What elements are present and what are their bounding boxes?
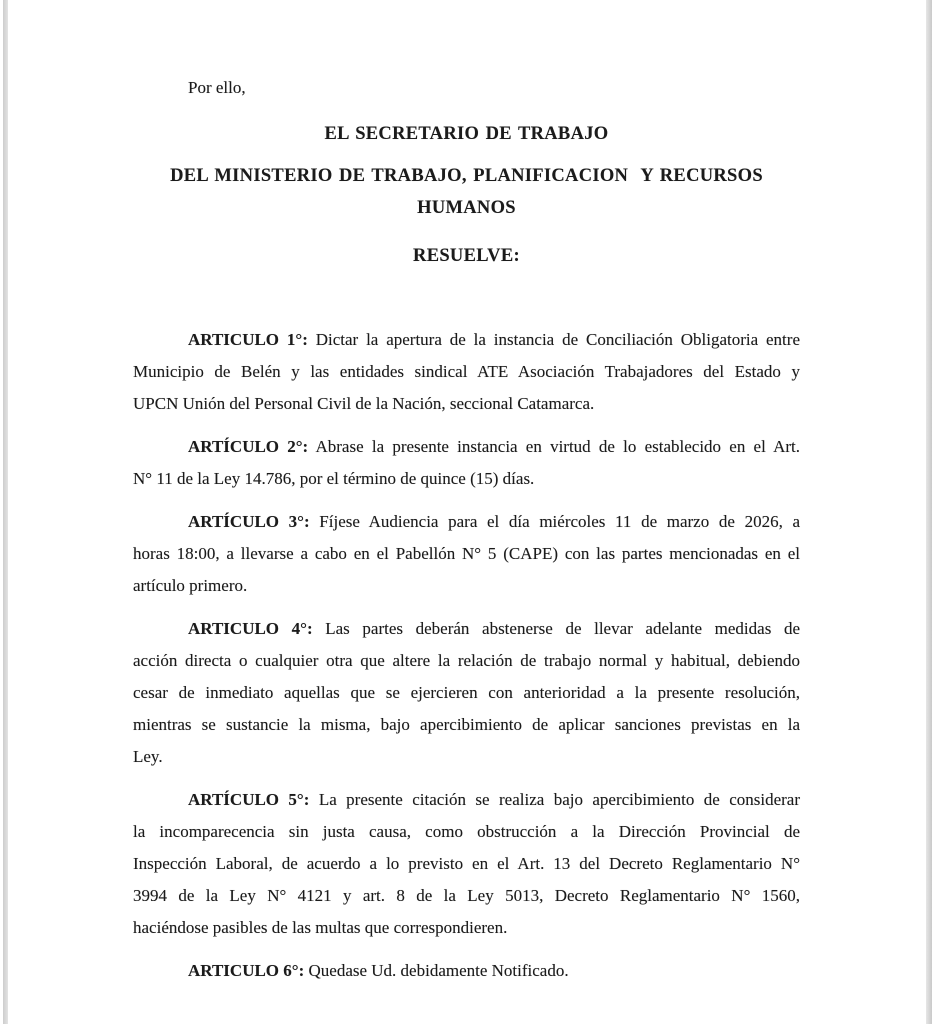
article-1-text: Dictar la apertura de la instancia de Conciliación Obligatoria entre (315, 330, 800, 349)
article-3-paragraph (133, 506, 800, 602)
article-4-line: cesar de inmediato aquellas que se ejercieren con anterioridad a la presente resolución, (133, 683, 800, 702)
article-1-line: UPCN Unión del Personal Civil de la Nación, seccional Catamarca. (133, 394, 595, 413)
article-6-paragraph (133, 955, 800, 987)
scan-edge-left (3, 0, 8, 1024)
article-6-line (133, 955, 800, 987)
article-5-line: 3994 de la Ley N° 4121 y art. 8 de la Ley 5013, Decreto Reglamentario N° 1560, (133, 886, 800, 905)
article-4-paragraph (133, 613, 800, 773)
article-2-paragraph (133, 431, 800, 495)
article-1-line (133, 324, 800, 356)
article-4-text: Las partes deberán abstenerse de llevar adelante medidas de (325, 619, 800, 638)
article-6-text: Quedase Ud. debidamente Notificado. (308, 961, 569, 980)
article-1-paragraph (133, 324, 800, 420)
heading-secretario: EL SECRETARIO DE TRABAJO (324, 124, 609, 144)
article-2-line: N° 11 de la Ley 14.786, por el término de quince (15) días. (133, 469, 535, 488)
article-4-line: acción directa o cualquier otra que altere la relación de trabajo normal y habitual, debiendo (133, 651, 800, 670)
article-1-line: Municipio de Belén y las entidades sindical ATE Asociación Trabajadores del Estado y (133, 362, 800, 381)
article-4-line: mientras se sustancie la misma, bajo apercibimiento de aplicar sanciones previstas en la (133, 715, 800, 734)
intro-text: Por ello, (188, 78, 246, 97)
article-2-text: Abrase la presente instancia en virtud de lo establecido en el Art. (315, 437, 800, 456)
article-5-line (133, 784, 800, 816)
article-3-text: Fíjese Audiencia para el día miércoles 11 de marzo de 2026, a (319, 512, 801, 531)
article-1-label: ARTICULO 1°: (188, 330, 308, 349)
article-6-label: ARTICULO 6°: (188, 961, 305, 980)
article-5-line: Inspección Laboral, de acuerdo a lo previsto en el Art. 13 del Decreto Reglamentario N° (133, 854, 800, 873)
article-4-line (133, 613, 800, 645)
article-5-paragraph (133, 784, 800, 944)
article-5-line: haciéndose pasibles de las multas que correspondieren. (133, 918, 508, 937)
article-2-label: ARTÍCULO 2°: (188, 437, 309, 456)
article-3-label: ARTÍCULO 3°: (188, 512, 310, 531)
article-5-label: ARTÍCULO 5°: (188, 790, 310, 809)
article-5-text: La presente citación se realiza bajo apercibimiento de considerar (318, 790, 800, 809)
article-3-line: artículo primero. (133, 576, 248, 595)
article-5-line: la incomparecencia sin justa causa, como obstrucción a la Dirección Provincial de (133, 822, 800, 841)
scan-edge-right (926, 0, 932, 1024)
article-3-line: horas 18:00, a llevarse a cabo en el Pabellón N° 5 (CAPE) con las partes mencionadas en el (133, 544, 800, 563)
article-3-line (133, 506, 800, 538)
heading-resuelve: RESUELVE: (413, 246, 520, 266)
article-4-label: ARTICULO 4°: (188, 619, 313, 638)
heading-ministerio: DEL MINISTERIO DE TRABAJO, PLANIFICACION Y RECURSOS HUMANOS (170, 166, 770, 218)
article-2-line (133, 431, 800, 463)
article-4-line: Ley. (133, 747, 163, 766)
